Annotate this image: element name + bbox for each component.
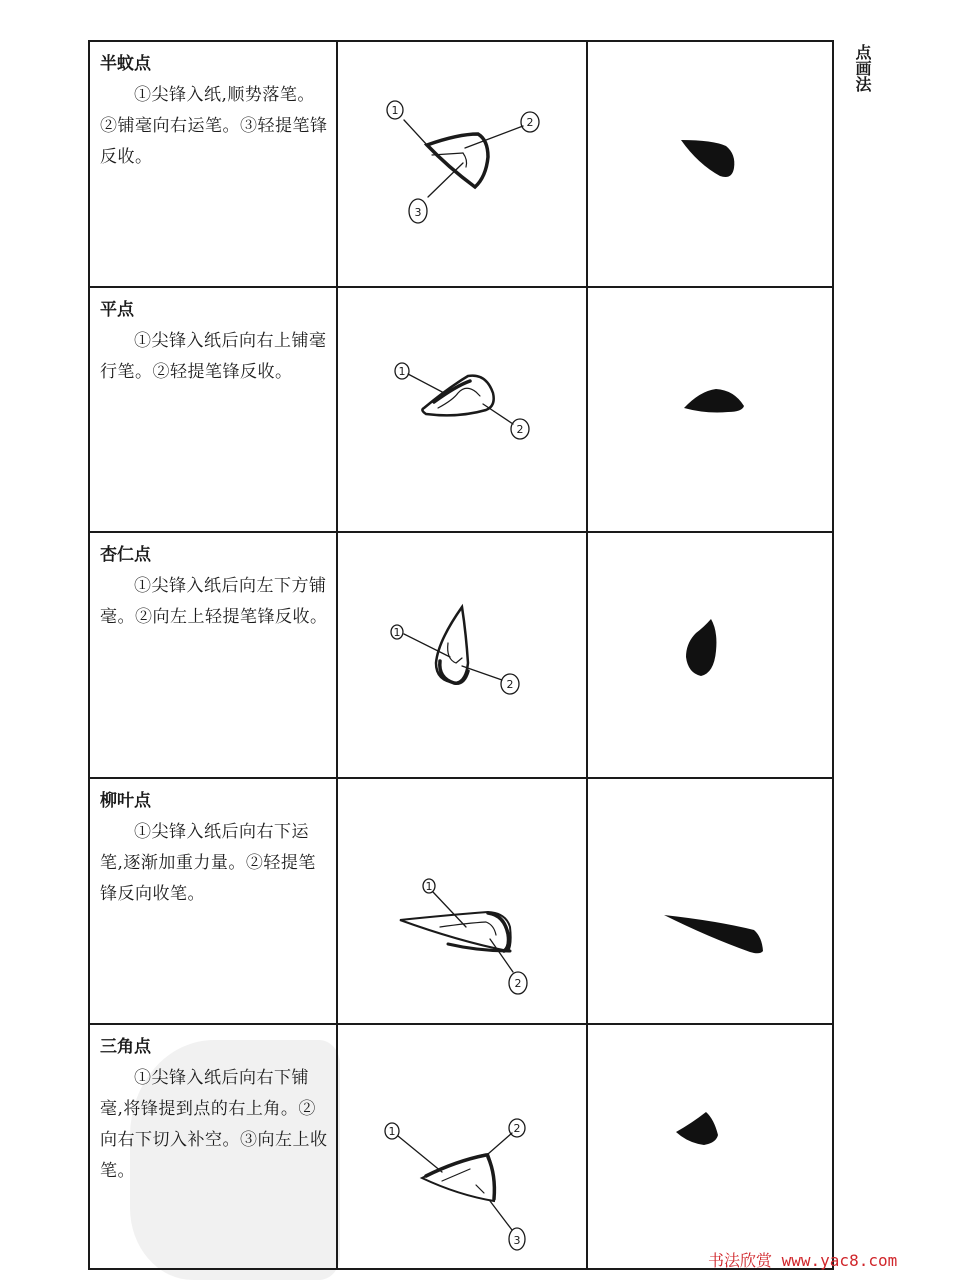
diagram-label: 3 (513, 1234, 521, 1247)
table-row (90, 42, 832, 288)
website-watermark: 书法欣赏 www.yac8.com (708, 1251, 898, 1270)
description-cell (90, 779, 338, 1023)
stroke-diagram-icon (338, 1025, 588, 1266)
diagram-label: 2 (506, 678, 514, 691)
stroke-title: 杏仁点 (100, 545, 151, 565)
stroke-diagram-icon (338, 42, 588, 286)
ink-dot-sample-icon (588, 533, 834, 777)
sample-cell (588, 288, 834, 531)
stroke-description: ①尖锋入纸后向右上铺毫行笔。②轻提笔锋反收。 (100, 331, 327, 382)
description-cell (90, 42, 338, 286)
diagram-label: 1 (425, 880, 433, 893)
stroke-description: ①尖锋入纸后向右下运笔,逐渐加重力量。②轻提笔锋反向收笔。 (100, 822, 316, 904)
stroke-diagram-icon (338, 779, 588, 1023)
diagram-cell (338, 288, 588, 531)
diagram-cell (338, 42, 588, 286)
diagram-label: 2 (516, 423, 524, 436)
sample-cell (588, 779, 834, 1023)
sample-cell (588, 1025, 834, 1268)
diagram-label: 2 (513, 1122, 521, 1135)
description-cell (90, 533, 338, 777)
stroke-diagram-icon (338, 533, 588, 777)
stroke-table (88, 40, 834, 1270)
description-cell (90, 288, 338, 531)
diagram-cell (338, 779, 588, 1023)
stroke-title: 平点 (100, 300, 134, 320)
stroke-title: 三角点 (100, 1037, 151, 1057)
table-row (90, 1025, 832, 1268)
description-cell (90, 1025, 338, 1268)
ink-dot-sample-icon (588, 42, 834, 286)
diagram-cell (338, 1025, 588, 1268)
stroke-title: 柳叶点 (100, 791, 151, 811)
stroke-description: ①尖锋入纸后向右下铺毫,将锋提到点的右上角。②向右下切入补空。③向左上收笔。 (100, 1068, 328, 1181)
diagram-label: 2 (526, 116, 534, 129)
diagram-label: 1 (388, 1125, 396, 1138)
section-side-label: 点画法 (853, 44, 872, 92)
diagram-label: 1 (391, 104, 399, 117)
sample-cell (588, 42, 834, 286)
ink-dot-sample-icon (588, 288, 834, 531)
stroke-diagram-icon (338, 288, 588, 531)
sample-cell (588, 533, 834, 777)
stroke-description: ①尖锋入纸,顺势落笔。②铺毫向右运笔。③轻提笔锋反收。 (100, 85, 328, 167)
ink-dot-sample-icon (588, 1025, 834, 1266)
table-row (90, 533, 832, 779)
stroke-description: ①尖锋入纸后向左下方铺毫。②向左上轻提笔锋反收。 (100, 576, 328, 627)
stroke-title: 半蚊点 (100, 54, 151, 74)
table-row (90, 288, 832, 533)
diagram-label: 1 (393, 626, 401, 639)
table-row (90, 779, 832, 1025)
diagram-label: 1 (398, 365, 406, 378)
diagram-label: 3 (414, 206, 422, 219)
diagram-cell (338, 533, 588, 777)
diagram-label: 2 (514, 977, 522, 990)
ink-dot-sample-icon (588, 779, 834, 1023)
